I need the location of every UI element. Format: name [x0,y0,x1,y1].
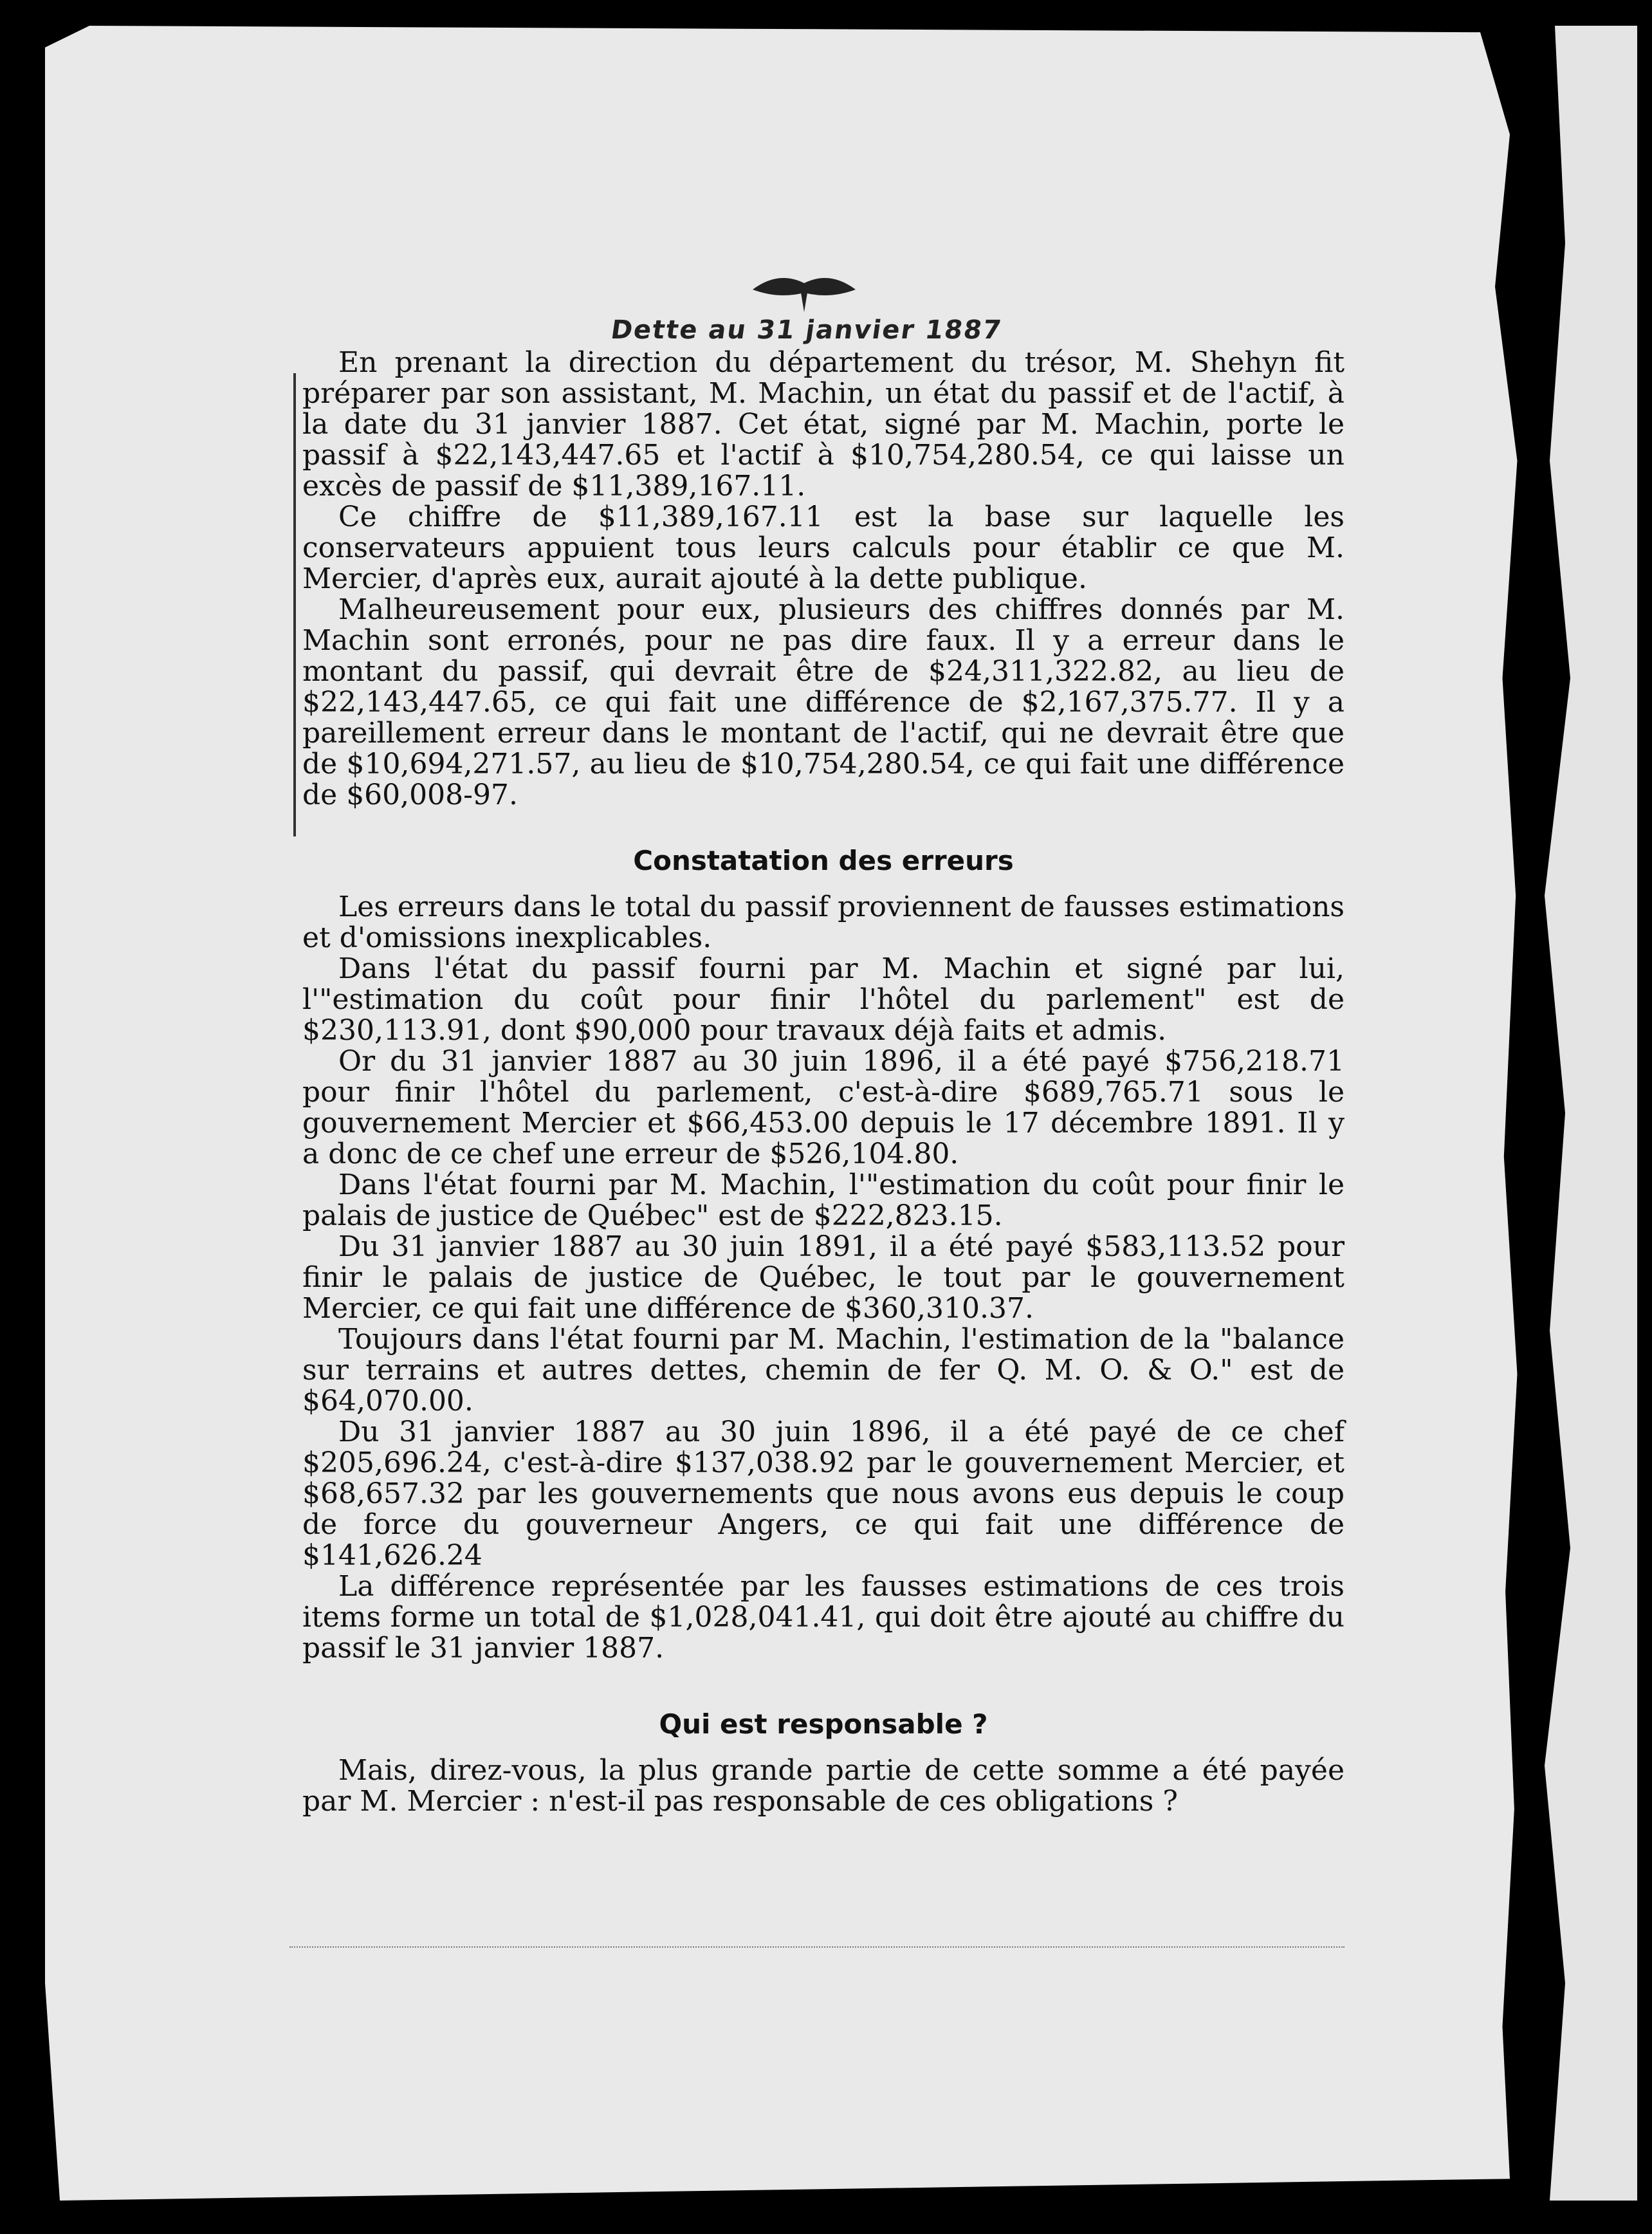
errors-paragraph-6: Toujours dans l'état fourni par M. Machin, l'estimation de la "balance sur terrains et autres dettes, chemin de fer Q. M. O. & O." est de $64,070.00. [302,1323,1345,1417]
errors-paragraph-8: La différence représentée par les fausses estimations de ces trois items forme un total de $1,028,041.41, qui doit être ajouté au chiffre du passif le 31 janvier 1887. [302,1570,1345,1665]
margin-bracket [293,373,301,836]
intro-paragraph-1: En prenant la direction du département du trésor, M. Shehyn fit préparer par son assistant, M. Machin, un état du passif et de l'actif, à la date du 31 janvier 1887. Cet état, signé par M. Machin, porte le passif à $22,143,447.65 et l'actif à $10,754,280.54, ce qui laisse un excès de passif de $11,389,167.11. [302,346,1345,503]
errors-paragraph-7: Du 31 janvier 1887 au 30 juin 1896, il a été payé de ce chef $205,696.24, c'est-à-dire $137,038.92 par le gouvernement Mercier, et $68,657.32 par les gouvernements que nous avons eus depuis le coup de force du gouverneur Angers, ce qui fait une différence de $141,626.24 [302,1416,1345,1572]
errors-paragraph-5: Du 31 janvier 1887 au 30 juin 1891, il a été payé $583,113.52 pour finir le palais de justice de Québec, le tout par le gouvernement Mercier, ce qui fait une différence de $360,310.37. [302,1230,1345,1325]
errors-paragraph-1: Les erreurs dans le total du passif proviennent de fausses estimations et d'omissions inexplicables. [302,891,1345,954]
intro-paragraph-2: Ce chiffre de $11,389,167.11 est la base sur laquelle les conservateurs appuient tous leurs calculs pour établir ce que M. Mercier, d'après eux, aurait ajouté à la dette publique. [302,501,1345,595]
responsible-paragraph-1: Mais, direz-vous, la plus grande partie de cette somme a été payée par M. Mercier : n'est-il pas responsable de ces obligations ? [302,1754,1345,1818]
errors-paragraph-2: Dans l'état du passif fourni par M. Machin et signé par lui, l'"estimation du coût pour finir l'hôtel du parlement" est de $230,113.91, dont $90,000 pour travaux déjà faits et admis. [302,952,1345,1047]
intro-paragraph-3: Malheureusement pour eux, plusieurs des chiffres donnés par M. Machin sont erronés, pour ne pas dire faux. Il y a erreur dans le montant du passif, qui devrait être de $24,311,322.82, au lieu de $22,143,447.65, ce qui fait une différence de $2,167,375.77. Il y a pareillement erreur dans le montant de l'actif, qui ne devrait être que de $10,694,271.57, au lieu de $10,754,280.54, ce qui fait une différence de $60,008-97. [302,593,1345,811]
adjacent-page-edge [1534,26,1637,2201]
section-title-responsible: Qui est responsable ? [659,1708,988,1740]
section-title-errors: Constatation des erreurs [633,845,1014,876]
article-body [302,347,1345,1817]
decorative-ornament-icon [740,264,868,315]
dateline-heading: Dette au 31 janvier 1887 [609,315,1004,345]
errors-paragraph-3: Or du 31 janvier 1887 au 30 juin 1896, il a été payé $756,218.71 pour finir l'hôtel du parlement, c'est-à-dire $689,765.71 sous le gouvernement Mercier et $66,453.00 depuis le 17 décembre 1891. Il y a donc de ce chef une erreur de $526,104.80. [302,1045,1345,1170]
bottom-dotted-rule [289,1946,1345,1948]
errors-paragraph-4: Dans l'état fourni par M. Machin, l'"estimation du coût pour finir le palais de justice de Québec" est de $222,823.15. [302,1168,1345,1232]
